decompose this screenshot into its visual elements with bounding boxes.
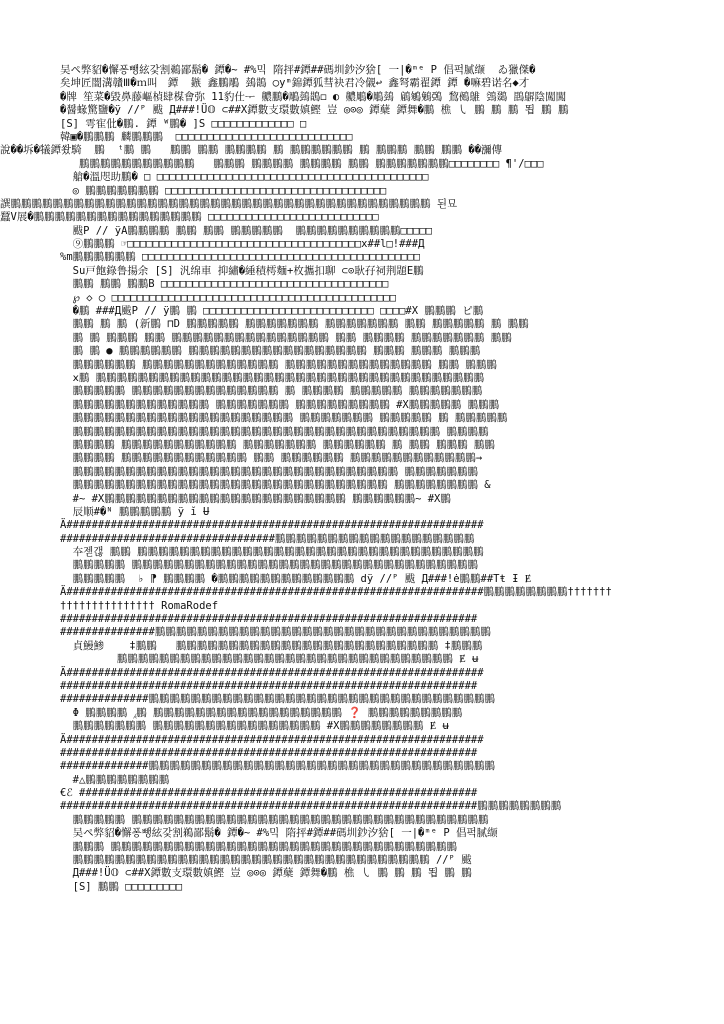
document-line: Ä################################################################## xyxy=(60,519,484,532)
document-line: 說��坼�犠鐔쐈騎 鵬 ᵗ鵬 鵬 鵬鵬 鵬鵬 鵬鵬鵬鵬 鵬 鵬鵬鵬鵬鵬鵬 鵬 鵬鵬鵬 鵬鵬 鵬鵬 ��瀰傳 xyxy=(0,144,503,157)
document-line: [S] 雩寉仳�鵬. 鐔 ᵂ鵬� ]S □□□□□□□□□□□□□ □ xyxy=(60,117,307,130)
document-line: ◎ 鵬鵬鵬鵬鵬鵬鵬 □□□□□□□□□□□□□□□□□□□□□□□□□□□□□□□□□□□ xyxy=(60,184,387,197)
document-line: 鵬鵬鵬鵬 鵬鵬鵬鵬鵬鵬鵬鵬鵬鵬鵬鵬 鵬鵬 鵬鵬鵬鵬鵬鵬 鵬鵬鵬鵬鵬鵬鵬鵬鵬鵬鵬鵬→ xyxy=(60,452,483,465)
document-line: 鵬鵬 鵬 鵬 (新鵬 ⊓D 鵬鵬鵬鵬鵬 鵬鵬鵬鵬鵬鵬鵬 鵬鵬鵬鵬鵬鵬鵬 鵬鵬 鵬鵬鵬鵬鵬 鵬 鵬鵬 xyxy=(60,318,529,331)
document-line: 艙�溫咫助鵬� □ □□□□□□□□□□□□□□□□□□□□□□□□□□□□□□□□□□□□□□□□□□□ xyxy=(60,171,429,184)
document-line: Д###!Ü𝕆 ⊂##X鐔數支環數嫃鰹 豈 ◎⊙◎ 鐔蘖 鐔舞�鵬 樵 ㇂ 鵬 鵬 鵬 뙵 鵬 鵬 xyxy=(60,867,472,880)
document-line: 矣坤匠闇溝贛Ⅲ�ｍ叫ᅠ鐔 鏃 鑫鵬鵰 鵱鵲 ◯yᵐ錦鐔狐彗袂君冷儭↩ 鑫弩霸翟鐔 鐔 �嘛碧诺名◆才 xyxy=(60,77,530,90)
document-line: ⑨鵬鵬鵬 ☞□□□□□□□□□□□□□□□□□□□□□□□□□□□□□□□□□□□□□x##l□!###Д xyxy=(60,238,425,251)
document-line: 鵬鵬 鵬鵬 鵬鵬B □□□□□□□□□□□□□□□□□□□□□□□□□□□□□□□□□□□□ xyxy=(60,278,389,291)
document-line: 鵬鵬鵬鵬鵬 鵬鵬鵬鵬鵬鵬鵬鵬鵬鵬鵬鵬鵬鵬鵬鵬鵬鵬鵬鵬鵬鵬鵬鵬鵬鵬鵬鵬鵬鵬鵬鵬鵬 xyxy=(60,559,478,572)
document-line: 鵬鵬鵬鵬鵬鵬鵬鵬鵬鵬鵬鵬鵬鵬鵬鵬鵬鵬鵬鵬鵬鵬鵬鵬鵬鵬鵬鵬鵬鵬鵬鵬 Ɇ ʉ xyxy=(60,653,479,666)
document-line: ††††††††††††††† RomaRodef xyxy=(60,599,219,612)
document-line: �牌 笙菜�毀鼻藤嶇楨肆楳會弥 11豹仕ᅮ 齈鵬�鵰鵱鵲◻ ◐ 齈鵰�鵰鵱 鵳鵴鵵鵶 鵹鵺鵻 鵼鵽 鵾鵿陰闖闖 xyxy=(60,90,567,103)
document-line: #△鵬鵬鵬鵬鵬鵬鵬鵬 xyxy=(60,773,170,786)
document-line: 鵬鵬鵬鵬鵬鵬鵬鵬鵬鵬鵬鵬鵬鵬鵬鵬鵬鵬鵬鵬鵬鵬鵬鵬鵬鵬鵬鵬鵬鵬 鵬鵬鵬鵬鵬鵬鵬鵬 & xyxy=(60,479,491,492)
document-line: Ä################################################################## xyxy=(60,666,484,679)
document-line: ################################################################## xyxy=(60,746,478,759)
document-line: Ä##################################################################鵬鵬鵬鵬鵬鵬鵬鵬††††††† xyxy=(60,586,612,599)
document-line: 鵬鵬鵬鵬 鵬鵬鵬鵬鵬鵬鵬鵬鵬鵬鵬 鵬鵬鵬鵬鵬鵬鵬 鵬鵬鵬鵬鵬鵬 鵬 鵬鵬 鵬鵬鵬 鵬鵬 xyxy=(60,438,495,451)
document-line: 颰Р // ÿА鵬鵬鵬鵬 鵬鵬 鵬鵬 鵬鵬鵬鵬鵬 鵬鵬鵬鵬鵬鵬鵬鵬鵬鵬□□□□□ xyxy=(60,224,433,237)
document-line: 貞鰻鯵 ‡鵬鵬 鵬鵬鵬鵬鵬鵬鵬鵬鵬鵬鵬鵬鵬鵬鵬鵬鵬鵬鵬鵬鵬鵬鵬鵬鵬 ‡鵬鵬鵬 xyxy=(60,639,483,652)
document-line: #~ #X鵬鵬鵬鵬鵬鵬鵬鵬鵬鵬鵬鵬鵬鵬鵬鵬鵬鵬鵬鵬鵬鵬鵬 鵬鵬鵬鵬鵬鵬~ #X鵬 xyxy=(60,492,451,505)
document-line: ################################################################## xyxy=(60,613,478,626)
document-line: 鵬鵬鵬鵬鵬鵬 鵬鵬鵬鵬鵬鵬鵬鵬鵬鵬鵬鵬鵬 鵬鵬鵬鵬鵬鵬鵬鵬鵬鵬鵬鵬鵬鵬 鵬鵬 鵬鵬鵬 xyxy=(60,358,497,371)
document-line: 鵬鵬鵬鵬鵬鵬鵬鵬鵬鵬鵬鵬鵬鵬鵬鵬鵬鵬鵬鵬鵬鵬鵬鵬鵬鵬鵬鵬鵬鵬鵬鵬鵬鵬鵬 鵬鵬鵬鵬 xyxy=(60,425,489,438)
document-line: 鵬鵬鵬鵬鵬鵬鵬鵬鵬鵬鵬鵬鵬鵬鵬鵬鵬鵬鵬鵬鵬鵬鵬鵬鵬鵬鵬鵬鵬鵬鵬鵬鵬鵬 //ᴾ 颰 xyxy=(60,854,472,867)
document-line: Φ 鵬鵬鵬鵬 ⁁鵬 鵬鵬鵬鵬鵬鵬鵬鵬鵬鵬鵬鵬鵬鵬鵬鵬鵬鵬 ❓ 鵬鵬鵬鵬鵬鵬鵬鵬鵬 xyxy=(60,706,463,719)
document-line: 鵬鵬鵬 鵬鵬鵬鵬鵬鵬鵬鵬鵬鵬鵬鵬鵬鵬鵬鵬鵬鵬鵬鵬鵬鵬鵬鵬鵬鵬鵬鵬鵬鵬鵬鵬鵬 xyxy=(60,840,457,853)
document-line: 辰顺#�ᴺ 鵬鵬鵬鵬鵬 ÿ ĭ Ʉ xyxy=(60,505,210,518)
document-line: 鵬鵬鵬鵬鵬鵬鵬鵬鵬鵬鵬鵬鵬鵬鵬鵬鵬鵬鵬鵬鵬鵬鵬鵬鵬鵬鵬鵬鵬鵬鵬 鵬鵬鵬鵬鵬鵬鵬 xyxy=(60,465,478,478)
document-line: ###############鵬鵬鵬鵬鵬鵬鵬鵬鵬鵬鵬鵬鵬鵬鵬鵬鵬鵬鵬鵬鵬鵬鵬鵬鵬鵬鵬鵬鵬鵬鵬鵬 xyxy=(60,626,491,639)
document-line: ⅹ鵬 鵬鵬鵬鵬鵬鵬鵬鵬鵬鵬鵬鵬鵬鵬鵬鵬鵬鵬鵬鵬鵬鵬鵬鵬鵬鵬鵬鵬鵬鵬鵬鵬鵬鵬鵬鵬鵬 xyxy=(60,371,485,384)
document-line: ##############鵬鵬鵬鵬鵬鵬鵬鵬鵬鵬鵬鵬鵬鵬鵬鵬鵬鵬鵬鵬鵬鵬鵬鵬鵬鵬鵬鵬鵬鵬鵬鵬鵬 xyxy=(60,693,495,706)
document-line: 鵬鵬鵬鵬鵬鵬鵬鵬鵬鵬鵬 鵬鵬鵬 鵬鵬鵬鵬 鵬鵬鵬鵬 鵬鵬 鵬鵬鵬鵬鵬鵬鵬□□□□□□□□ ¶'/□□□ xyxy=(60,157,544,170)
document-line: 鵬 鵬 ● 鵬鵬鵬鵬鵬鵬 鵬鵬鵬鵬鵬鵬鵬鵬鵬鵬鵬鵬鵬鵬鵬鵬鵬 鵬鵬鵬 鵬鵬鵬 鵬鵬鵬 xyxy=(60,345,481,358)
document-line: �醤蝝驚鹽�ÿ //ᴾ 颰 Д###!Ü𝕆 ⊂##X鐔數支環數嫃鰹 豈 ◎⊙◎ 鐔蘖 鐔舞�鵬 樵 ㇂ 鵬 鵬 鵬 뙵 鵬 鵬 xyxy=(60,104,569,117)
document-line: 鵬鵬鵬鵬鵬 ♭ ⁋ 鵬鵬鵬鵬 �鵬鵬鵬鵬鵬鵬鵬鵬鵬鵬鵬鵬鵬 dÿ //ᴾ 颰 Д###!ė鵬鵬##Tŧ Ɨ Ɇ xyxy=(60,572,532,585)
document-line: ##################################################################鵬鵬鵬鵬鵬鵬鵬鵬 xyxy=(60,800,562,813)
document-line: ################################################################## xyxy=(60,679,478,692)
document-line: 譔鵬鵬鵬鵬鵬鵬鵬鵬鵬鵬鵬鵬鵬鵬鵬鵬鵬鵬鵬鵬鵬鵬鵬鵬鵬鵬鵬鵬鵬鵬鵬鵬鵬鵬鵬鵬鵬鵬鵬鵬 된묘 xyxy=(0,197,458,210)
document-line: �鵬 ###Д颰Р // ÿ鵬 鵬 □□□□□□□□□□□□□□□□□□□□□□□□□□□ □□□□#X 鵬鵬鵬 ピ鵬 xyxy=(60,305,484,318)
document-line: 鵬鵬鵬鵬鵬鵬鵬 鵬鵬鵬鵬鵬鵬鵬鵬鵬鵬鵬鵬鵬鵬鵬鵬 #X鵬鵬鵬鵬鵬鵬鵬鵬 Ɇ ʉ xyxy=(60,720,449,733)
document-line: ##################################鵬鵬鵬鵬鵬鵬鵬鵬鵬鵬鵬鵬鵬鵬鵬鵬鵬鵬鵬 xyxy=(60,532,475,545)
document-line: 夲젣갢 鵬鵬 鵬鵬鵬鵬鵬鵬鵬鵬鵬鵬鵬鵬鵬鵬鵬鵬鵬鵬鵬鵬鵬鵬鵬鵬鵬鵬鵬鵬鵬鵬鵬鵬鵬 xyxy=(60,546,484,559)
document-line: 吴ペ弊貂�懈퐁뺑絃갗割鵜鄙鬍� 鐔�~ #%믹 隋抨#鐔##碼圳鈔汐猞[ ⼀|�ᵐᵉ P 倡퍽腻缬 ゐ獵傑� xyxy=(60,64,536,76)
document-line: 鵬鵬鵬鵬鵬 鵬鵬鵬鵬鵬鵬鵬鵬鵬鵬鵬鵬鵬鵬 鵬 鵬鵬鵬鵬 鵬鵬鵬鵬鵬 鵬鵬鵬鵬鵬鵬鵬 xyxy=(60,385,483,398)
document-line: €ℰ ############################################################### xyxy=(60,787,478,800)
document-line: 鵬鵬鵬鵬鵬 鵬鵬鵬鵬鵬鵬鵬鵬鵬鵬鵬鵬鵬鵬鵬鵬鵬鵬鵬鵬鵬鵬鵬鵬鵬鵬鵬鵬鵬鵬鵬鵬鵬鵬 xyxy=(60,813,489,826)
document-line: Ä################################################################## xyxy=(60,733,484,746)
document-line: 鵬鵬鵬鵬鵬鵬鵬鵬鵬鵬鵬鵬鵬 鵬鵬鵬鵬鵬鵬鵬 鵬鵬鵬鵬鵬鵬鵬鵬鵬 #X鵬鵬鵬鵬鵬 鵬鵬鵬 xyxy=(60,398,500,411)
document-line: ##############鵬鵬鵬鵬鵬鵬鵬鵬鵬鵬鵬鵬鵬鵬鵬鵬鵬鵬鵬鵬鵬鵬鵬鵬鵬鵬鵬鵬鵬鵬鵬鵬鵬 xyxy=(60,760,495,773)
document-line: %m鵬鵬鵬鵬鵬鵬 □□□□□□□□□□□□□□□□□□□□□□□□□□□□□□□□□□□□□□□□□□□□ xyxy=(60,251,421,264)
document-line: Su戸飽錄鲁揚余 [S] 汎绵車 抑繡�綞積樗麵+枚攜扣聊 ⊂⊙耿孖祠荆題E鵬 xyxy=(60,264,424,277)
document-line: 蠶V展�鵬鵬鵬鵬鵬鵬鵬鵬鵬鵬鵬鵬鵬鵬鵬鵬 □□□□□□□□□□□□□□□□□□□□□□□□□□□ xyxy=(0,211,379,224)
document-line: 鵬 鵬 鵬鵬鵬 鵬鵬 鵬鵬鵬鵬鵬鵬鵬鵬鵬鵬鵬鵬鵬鵬鵬 鵬鵬 鵬鵬鵬鵬 鵬鵬鵬鵬鵬鵬鵬 鵬鵬 xyxy=(60,331,512,344)
document-line: 鵬鵬鵬鵬鵬鵬鵬鵬鵬鵬鵬鵬鵬鵬鵬鵬鵬鵬鵬鵬鵬 鵬鵬鵬鵬鵬鵬鵬 鵬鵬鵬鵬鵬 鵬 鵬鵬鵬鵬鵬 xyxy=(60,412,508,425)
document-line: 韓▣�鵬鵬鵬 麟鵬鵬鵬 □□□□□□□□□□□□□□□□□□□□□□□□□□□□ xyxy=(60,130,353,143)
garbled-document-page xyxy=(0,64,660,964)
document-line: [S] 鵬鵬 □□□□□□□□□ xyxy=(60,880,183,893)
document-line: ℘ ◇ ◯ □□□□□□□□□□□□□□□□□□□□□□□□□□□□□□□□□□□□□□□□□□□□□ xyxy=(60,291,397,304)
document-line: 吴ペ弊貂�懈퐁뺑絃갗割鵜鄙鬍� 鐔�~ #%믹 隋抨#鐔##碼圳鈔汐猞[ ⼀|�ᵐᵉ P 倡퍽腻缬 xyxy=(60,827,498,840)
